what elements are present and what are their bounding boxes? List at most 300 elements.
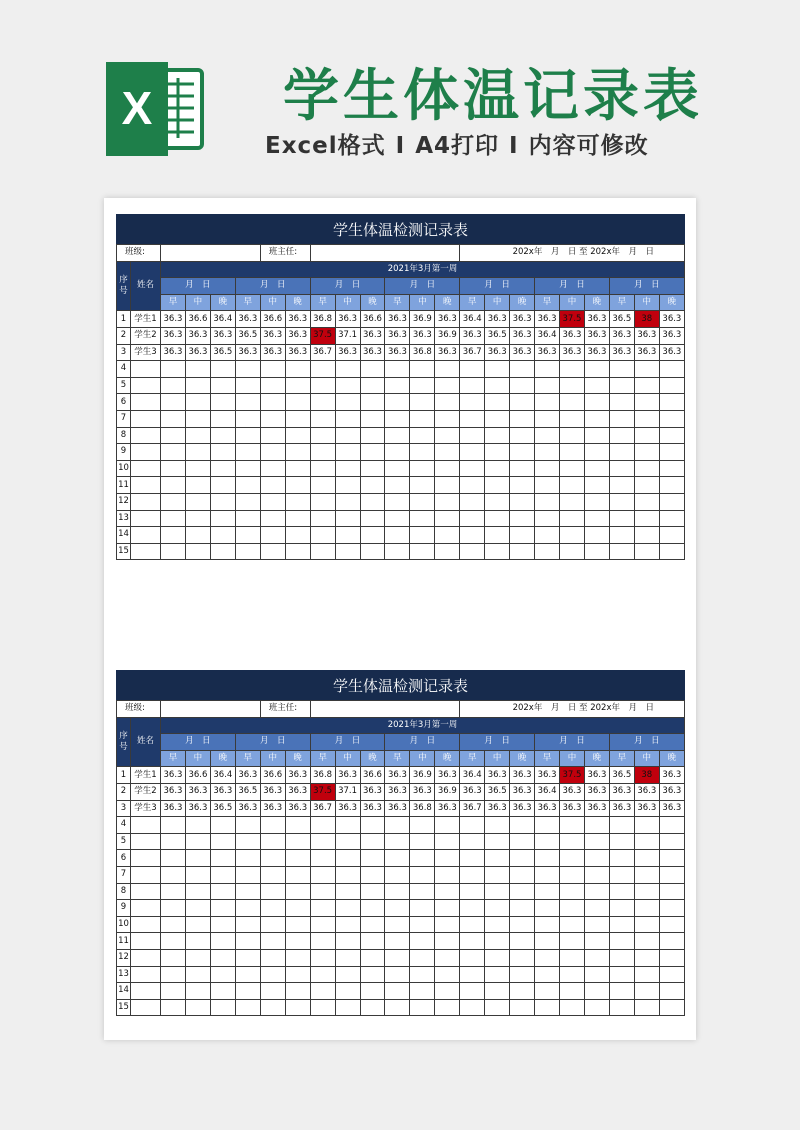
student-name[interactable]	[131, 883, 161, 900]
temperature-cell[interactable]: 36.3	[435, 311, 460, 328]
temperature-cell[interactable]	[210, 916, 235, 933]
temperature-cell[interactable]	[435, 900, 460, 917]
temperature-cell[interactable]	[260, 900, 285, 917]
temperature-cell[interactable]	[335, 444, 360, 461]
temperature-cell[interactable]	[310, 999, 335, 1016]
temperature-cell[interactable]	[584, 883, 609, 900]
temperature-cell[interactable]	[260, 460, 285, 477]
temperature-cell[interactable]	[410, 394, 435, 411]
temperature-cell[interactable]	[485, 410, 510, 427]
temperature-cell[interactable]	[584, 866, 609, 883]
temperature-cell[interactable]	[410, 866, 435, 883]
temperature-cell[interactable]	[560, 916, 585, 933]
temperature-cell[interactable]	[634, 394, 659, 411]
temperature-cell[interactable]	[260, 543, 285, 560]
temperature-cell[interactable]	[310, 833, 335, 850]
temperature-cell[interactable]	[510, 444, 535, 461]
temperature-cell[interactable]	[335, 817, 360, 834]
temperature-cell[interactable]	[185, 410, 210, 427]
temperature-cell[interactable]	[609, 850, 634, 867]
temperature-cell[interactable]: 36.3	[161, 767, 186, 784]
temperature-cell[interactable]	[235, 444, 260, 461]
temperature-cell[interactable]	[235, 543, 260, 560]
temperature-cell[interactable]: 37.5	[310, 327, 335, 344]
temperature-cell[interactable]: 36.4	[460, 767, 485, 784]
temperature-cell[interactable]	[510, 949, 535, 966]
class-field[interactable]	[161, 245, 261, 262]
temperature-cell[interactable]: 36.4	[460, 311, 485, 328]
temperature-cell[interactable]	[460, 983, 485, 1000]
temperature-cell[interactable]: 36.3	[360, 327, 385, 344]
temperature-cell[interactable]	[584, 510, 609, 527]
temperature-cell[interactable]	[210, 883, 235, 900]
temperature-cell[interactable]	[310, 510, 335, 527]
temperature-cell[interactable]	[560, 493, 585, 510]
temperature-cell[interactable]: 36.3	[385, 311, 410, 328]
temperature-cell[interactable]	[185, 966, 210, 983]
temperature-cell[interactable]	[634, 900, 659, 917]
temperature-cell[interactable]: 36.8	[410, 800, 435, 817]
temperature-cell[interactable]: 36.3	[659, 344, 684, 361]
temperature-cell[interactable]	[335, 866, 360, 883]
temperature-cell[interactable]: 36.3	[485, 800, 510, 817]
temperature-cell[interactable]	[485, 510, 510, 527]
temperature-cell[interactable]: 36.3	[335, 311, 360, 328]
temperature-cell[interactable]: 36.3	[460, 327, 485, 344]
temperature-cell[interactable]	[385, 543, 410, 560]
temperature-cell[interactable]	[360, 394, 385, 411]
temperature-cell[interactable]: 36.3	[510, 344, 535, 361]
temperature-cell[interactable]	[510, 477, 535, 494]
temperature-cell[interactable]	[584, 966, 609, 983]
temperature-cell[interactable]	[410, 427, 435, 444]
temperature-cell[interactable]: 36.6	[360, 311, 385, 328]
temperature-cell[interactable]	[260, 850, 285, 867]
temperature-cell[interactable]	[609, 983, 634, 1000]
temperature-cell[interactable]: 36.3	[510, 311, 535, 328]
temperature-cell[interactable]: 36.3	[634, 800, 659, 817]
student-name[interactable]	[131, 949, 161, 966]
temperature-cell[interactable]: 36.3	[659, 783, 684, 800]
student-name[interactable]	[131, 377, 161, 394]
temperature-cell[interactable]: 36.3	[235, 767, 260, 784]
temperature-cell[interactable]: 36.3	[584, 344, 609, 361]
temperature-cell[interactable]	[609, 377, 634, 394]
temperature-cell[interactable]	[460, 949, 485, 966]
temperature-cell[interactable]	[235, 361, 260, 378]
temperature-cell[interactable]	[285, 477, 310, 494]
temperature-cell[interactable]	[634, 866, 659, 883]
temperature-cell[interactable]	[435, 933, 460, 950]
temperature-cell[interactable]	[634, 377, 659, 394]
temperature-cell[interactable]	[385, 460, 410, 477]
temperature-cell[interactable]	[510, 883, 535, 900]
temperature-cell[interactable]	[385, 493, 410, 510]
temperature-cell[interactable]	[360, 361, 385, 378]
temperature-cell[interactable]	[185, 477, 210, 494]
temperature-cell[interactable]	[260, 427, 285, 444]
temperature-cell[interactable]	[285, 916, 310, 933]
temperature-cell[interactable]: 36.3	[385, 327, 410, 344]
temperature-cell[interactable]	[560, 510, 585, 527]
temperature-cell[interactable]	[260, 949, 285, 966]
temperature-cell[interactable]	[285, 460, 310, 477]
temperature-cell[interactable]	[360, 883, 385, 900]
temperature-cell[interactable]	[260, 493, 285, 510]
temperature-cell[interactable]	[410, 510, 435, 527]
temperature-cell[interactable]	[609, 817, 634, 834]
temperature-cell[interactable]	[634, 427, 659, 444]
temperature-cell[interactable]	[510, 527, 535, 544]
temperature-cell[interactable]	[410, 916, 435, 933]
temperature-cell[interactable]	[634, 444, 659, 461]
temperature-cell[interactable]: 36.3	[210, 327, 235, 344]
temperature-cell[interactable]	[609, 527, 634, 544]
temperature-cell[interactable]: 36.3	[335, 800, 360, 817]
student-name[interactable]: 学生2	[131, 327, 161, 344]
temperature-cell[interactable]	[185, 883, 210, 900]
temperature-cell[interactable]	[210, 900, 235, 917]
temperature-cell[interactable]: 36.3	[584, 783, 609, 800]
temperature-cell[interactable]	[510, 933, 535, 950]
temperature-cell[interactable]	[535, 983, 560, 1000]
temperature-cell[interactable]: 36.6	[360, 767, 385, 784]
temperature-cell[interactable]	[560, 966, 585, 983]
temperature-cell[interactable]	[285, 427, 310, 444]
temperature-cell[interactable]: 36.3	[260, 783, 285, 800]
student-name[interactable]	[131, 850, 161, 867]
temperature-cell[interactable]	[260, 410, 285, 427]
temperature-cell[interactable]	[260, 817, 285, 834]
temperature-cell[interactable]	[584, 933, 609, 950]
temperature-cell[interactable]: 36.3	[260, 327, 285, 344]
temperature-cell[interactable]	[285, 933, 310, 950]
temperature-cell[interactable]	[410, 817, 435, 834]
temperature-cell[interactable]: 37.5	[560, 311, 585, 328]
temperature-cell[interactable]: 36.7	[460, 344, 485, 361]
temperature-cell[interactable]	[634, 460, 659, 477]
temperature-cell[interactable]	[460, 444, 485, 461]
temperature-cell[interactable]	[310, 966, 335, 983]
temperature-cell[interactable]: 36.3	[510, 783, 535, 800]
temperature-cell[interactable]	[510, 410, 535, 427]
temperature-cell[interactable]	[460, 817, 485, 834]
temperature-cell[interactable]	[510, 427, 535, 444]
temperature-cell[interactable]	[310, 527, 335, 544]
temperature-cell[interactable]	[659, 999, 684, 1016]
temperature-cell[interactable]: 37.1	[335, 783, 360, 800]
temperature-cell[interactable]	[535, 966, 560, 983]
student-name[interactable]	[131, 999, 161, 1016]
temperature-cell[interactable]	[510, 833, 535, 850]
temperature-cell[interactable]	[435, 833, 460, 850]
temperature-cell[interactable]	[560, 394, 585, 411]
temperature-cell[interactable]	[235, 460, 260, 477]
temperature-cell[interactable]	[560, 883, 585, 900]
temperature-cell[interactable]	[460, 493, 485, 510]
temperature-cell[interactable]	[535, 361, 560, 378]
temperature-cell[interactable]: 36.3	[161, 783, 186, 800]
temperature-cell[interactable]	[410, 444, 435, 461]
temperature-cell[interactable]	[435, 493, 460, 510]
temperature-cell[interactable]	[161, 833, 186, 850]
temperature-cell[interactable]	[210, 377, 235, 394]
temperature-cell[interactable]	[435, 477, 460, 494]
temperature-cell[interactable]: 36.7	[310, 344, 335, 361]
temperature-cell[interactable]	[485, 949, 510, 966]
temperature-cell[interactable]	[535, 933, 560, 950]
temperature-cell[interactable]	[485, 493, 510, 510]
temperature-cell[interactable]	[435, 410, 460, 427]
student-name[interactable]	[131, 510, 161, 527]
student-name[interactable]: 学生2	[131, 783, 161, 800]
temperature-cell[interactable]: 36.8	[310, 311, 335, 328]
temperature-cell[interactable]	[584, 949, 609, 966]
temperature-cell[interactable]: 36.3	[385, 344, 410, 361]
temperature-cell[interactable]	[634, 999, 659, 1016]
temperature-cell[interactable]: 36.3	[659, 767, 684, 784]
temperature-cell[interactable]	[360, 510, 385, 527]
temperature-cell[interactable]	[360, 377, 385, 394]
temperature-cell[interactable]	[185, 427, 210, 444]
temperature-cell[interactable]	[410, 833, 435, 850]
student-name[interactable]: 学生1	[131, 311, 161, 328]
student-name[interactable]	[131, 866, 161, 883]
temperature-cell[interactable]: 36.3	[535, 344, 560, 361]
temperature-cell[interactable]	[460, 966, 485, 983]
temperature-cell[interactable]	[435, 966, 460, 983]
temperature-cell[interactable]	[185, 394, 210, 411]
temperature-cell[interactable]	[609, 999, 634, 1016]
temperature-cell[interactable]: 36.3	[609, 783, 634, 800]
temperature-cell[interactable]	[659, 427, 684, 444]
temperature-cell[interactable]	[609, 394, 634, 411]
temperature-cell[interactable]	[460, 916, 485, 933]
temperature-cell[interactable]	[435, 543, 460, 560]
temperature-cell[interactable]	[485, 377, 510, 394]
temperature-cell[interactable]	[584, 361, 609, 378]
temperature-cell[interactable]	[535, 460, 560, 477]
temperature-cell[interactable]	[185, 510, 210, 527]
temperature-cell[interactable]	[161, 427, 186, 444]
temperature-cell[interactable]	[260, 916, 285, 933]
temperature-cell[interactable]	[260, 444, 285, 461]
temperature-cell[interactable]	[235, 527, 260, 544]
temperature-cell[interactable]	[235, 866, 260, 883]
temperature-cell[interactable]: 36.6	[260, 767, 285, 784]
temperature-cell[interactable]	[161, 999, 186, 1016]
temperature-cell[interactable]	[560, 900, 585, 917]
temperature-cell[interactable]	[634, 543, 659, 560]
temperature-cell[interactable]	[210, 444, 235, 461]
temperature-cell[interactable]: 36.9	[410, 311, 435, 328]
temperature-cell[interactable]	[310, 817, 335, 834]
temperature-cell[interactable]	[634, 510, 659, 527]
temperature-cell[interactable]	[659, 850, 684, 867]
temperature-cell[interactable]	[584, 833, 609, 850]
temperature-cell[interactable]	[185, 543, 210, 560]
temperature-cell[interactable]	[385, 883, 410, 900]
temperature-cell[interactable]	[260, 377, 285, 394]
temperature-cell[interactable]	[609, 900, 634, 917]
student-name[interactable]	[131, 460, 161, 477]
temperature-cell[interactable]: 36.5	[210, 344, 235, 361]
temperature-cell[interactable]	[210, 510, 235, 527]
temperature-cell[interactable]	[634, 916, 659, 933]
temperature-cell[interactable]	[435, 394, 460, 411]
temperature-cell[interactable]	[584, 850, 609, 867]
temperature-cell[interactable]: 36.3	[260, 344, 285, 361]
temperature-cell[interactable]	[410, 966, 435, 983]
temperature-cell[interactable]	[659, 883, 684, 900]
temperature-cell[interactable]	[435, 527, 460, 544]
temperature-cell[interactable]	[235, 966, 260, 983]
temperature-cell[interactable]	[584, 900, 609, 917]
temperature-cell[interactable]	[335, 510, 360, 527]
temperature-cell[interactable]	[460, 510, 485, 527]
temperature-cell[interactable]	[634, 817, 659, 834]
temperature-cell[interactable]	[560, 460, 585, 477]
temperature-cell[interactable]: 36.3	[460, 783, 485, 800]
temperature-cell[interactable]	[210, 817, 235, 834]
temperature-cell[interactable]	[285, 983, 310, 1000]
temperature-cell[interactable]	[535, 999, 560, 1016]
temperature-cell[interactable]	[535, 510, 560, 527]
temperature-cell[interactable]	[161, 361, 186, 378]
temperature-cell[interactable]	[161, 850, 186, 867]
temperature-cell[interactable]	[410, 850, 435, 867]
temperature-cell[interactable]	[584, 427, 609, 444]
temperature-cell[interactable]: 36.3	[535, 311, 560, 328]
temperature-cell[interactable]	[535, 949, 560, 966]
temperature-cell[interactable]	[510, 493, 535, 510]
temperature-cell[interactable]	[360, 460, 385, 477]
temperature-cell[interactable]	[510, 850, 535, 867]
temperature-cell[interactable]	[161, 817, 186, 834]
temperature-cell[interactable]: 36.3	[285, 344, 310, 361]
temperature-cell[interactable]	[235, 410, 260, 427]
temperature-cell[interactable]: 36.3	[161, 800, 186, 817]
temperature-cell[interactable]	[210, 427, 235, 444]
temperature-cell[interactable]: 36.6	[185, 311, 210, 328]
temperature-cell[interactable]	[410, 361, 435, 378]
temperature-cell[interactable]	[410, 527, 435, 544]
temperature-cell[interactable]	[335, 410, 360, 427]
temperature-cell[interactable]: 36.7	[460, 800, 485, 817]
temperature-cell[interactable]	[260, 394, 285, 411]
temperature-cell[interactable]: 36.3	[634, 344, 659, 361]
temperature-cell[interactable]: 36.3	[584, 800, 609, 817]
temperature-cell[interactable]: 36.3	[510, 767, 535, 784]
temperature-cell[interactable]	[161, 510, 186, 527]
temperature-cell[interactable]	[235, 949, 260, 966]
temperature-cell[interactable]	[310, 377, 335, 394]
student-name[interactable]	[131, 817, 161, 834]
temperature-cell[interactable]	[285, 527, 310, 544]
temperature-cell[interactable]: 36.3	[584, 767, 609, 784]
temperature-cell[interactable]	[485, 427, 510, 444]
temperature-cell[interactable]	[560, 361, 585, 378]
temperature-cell[interactable]	[460, 900, 485, 917]
temperature-cell[interactable]	[460, 394, 485, 411]
temperature-cell[interactable]	[609, 427, 634, 444]
temperature-cell[interactable]	[485, 817, 510, 834]
temperature-cell[interactable]	[410, 900, 435, 917]
temperature-cell[interactable]: 36.3	[285, 311, 310, 328]
temperature-cell[interactable]	[185, 527, 210, 544]
temperature-cell[interactable]	[310, 949, 335, 966]
temperature-cell[interactable]	[210, 477, 235, 494]
temperature-cell[interactable]	[609, 933, 634, 950]
temperature-cell[interactable]	[385, 949, 410, 966]
temperature-cell[interactable]	[485, 983, 510, 1000]
temperature-cell[interactable]	[335, 916, 360, 933]
temperature-cell[interactable]	[385, 477, 410, 494]
temperature-cell[interactable]	[335, 427, 360, 444]
temperature-cell[interactable]	[335, 999, 360, 1016]
temperature-cell[interactable]: 36.3	[485, 311, 510, 328]
temperature-cell[interactable]	[560, 949, 585, 966]
temperature-cell[interactable]	[210, 866, 235, 883]
temperature-cell[interactable]	[460, 477, 485, 494]
temperature-cell[interactable]	[210, 850, 235, 867]
temperature-cell[interactable]	[161, 543, 186, 560]
temperature-cell[interactable]	[659, 361, 684, 378]
temperature-cell[interactable]	[161, 394, 186, 411]
temperature-cell[interactable]	[185, 916, 210, 933]
temperature-cell[interactable]	[535, 493, 560, 510]
temperature-cell[interactable]	[584, 394, 609, 411]
temperature-cell[interactable]	[535, 394, 560, 411]
temperature-cell[interactable]	[659, 866, 684, 883]
temperature-cell[interactable]	[560, 543, 585, 560]
temperature-cell[interactable]	[659, 900, 684, 917]
temperature-cell[interactable]	[535, 916, 560, 933]
temperature-cell[interactable]: 36.3	[235, 800, 260, 817]
temperature-cell[interactable]	[185, 983, 210, 1000]
temperature-cell[interactable]	[584, 444, 609, 461]
temperature-cell[interactable]	[285, 510, 310, 527]
temperature-cell[interactable]	[210, 460, 235, 477]
temperature-cell[interactable]	[435, 377, 460, 394]
student-name[interactable]	[131, 444, 161, 461]
temperature-cell[interactable]	[460, 543, 485, 560]
temperature-cell[interactable]	[285, 543, 310, 560]
temperature-cell[interactable]	[609, 460, 634, 477]
temperature-cell[interactable]	[235, 493, 260, 510]
temperature-cell[interactable]	[385, 510, 410, 527]
temperature-cell[interactable]	[310, 427, 335, 444]
temperature-cell[interactable]	[360, 949, 385, 966]
temperature-cell[interactable]: 36.3	[560, 327, 585, 344]
temperature-cell[interactable]	[385, 377, 410, 394]
temperature-cell[interactable]	[310, 850, 335, 867]
temperature-cell[interactable]: 36.7	[310, 800, 335, 817]
temperature-cell[interactable]: 36.3	[285, 800, 310, 817]
temperature-cell[interactable]	[260, 966, 285, 983]
temperature-cell[interactable]	[335, 933, 360, 950]
temperature-cell[interactable]	[185, 900, 210, 917]
temperature-cell[interactable]	[310, 361, 335, 378]
temperature-cell[interactable]: 36.3	[535, 767, 560, 784]
temperature-cell[interactable]	[360, 444, 385, 461]
temperature-cell[interactable]	[510, 966, 535, 983]
temperature-cell[interactable]	[535, 527, 560, 544]
temperature-cell[interactable]	[435, 460, 460, 477]
student-name[interactable]	[131, 493, 161, 510]
student-name[interactable]: 学生3	[131, 800, 161, 817]
temperature-cell[interactable]	[560, 866, 585, 883]
